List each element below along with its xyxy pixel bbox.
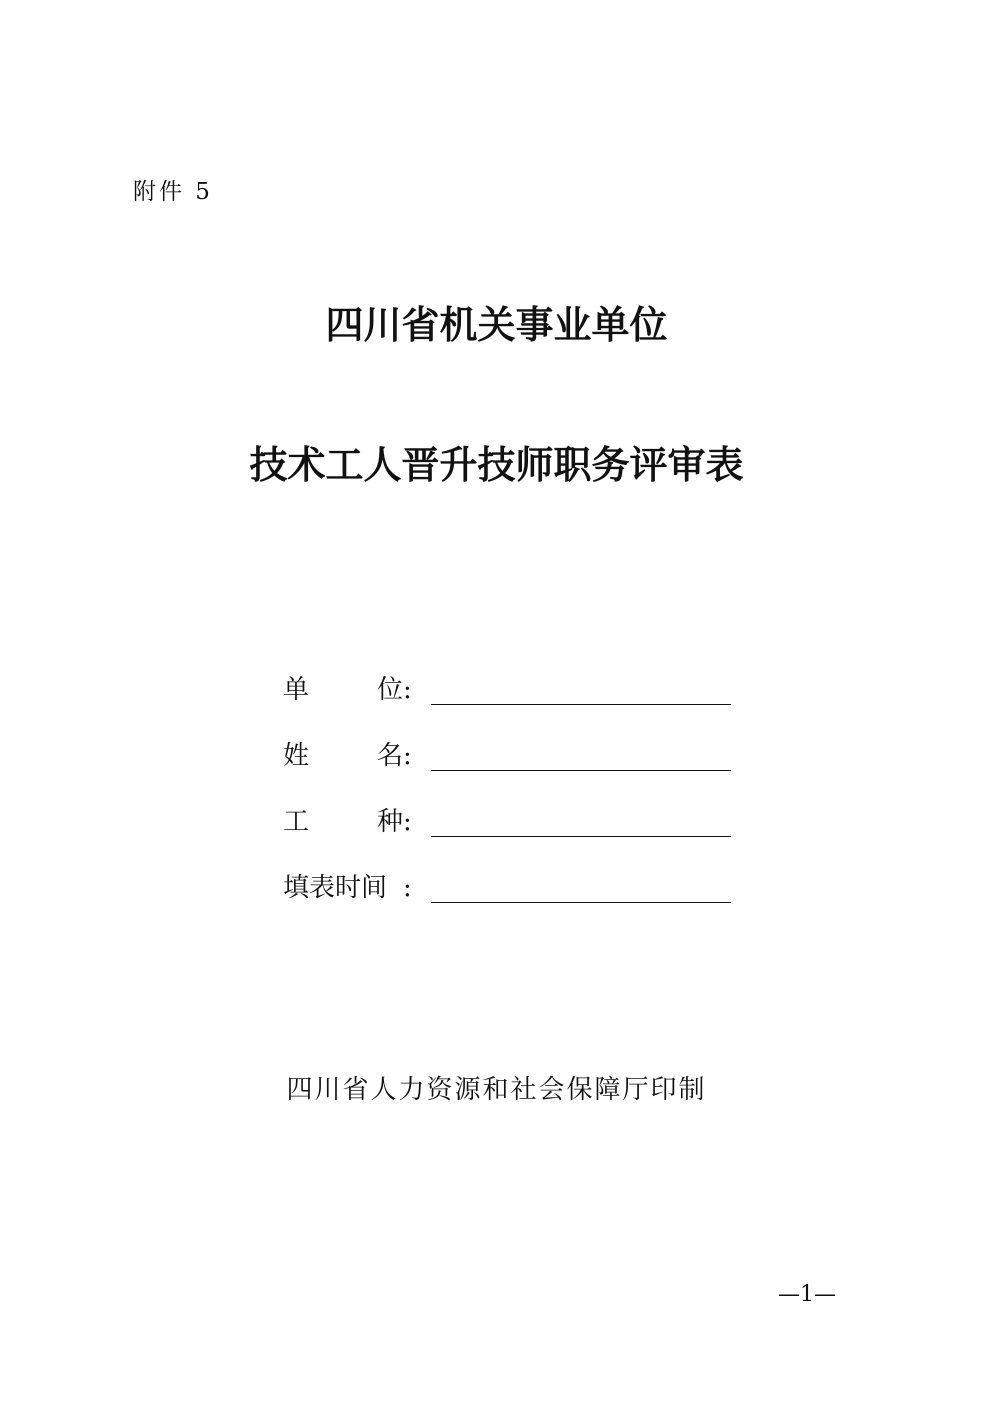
title-line-2: 技术工人晋升技师职务评审表: [249, 443, 744, 487]
field-fill-date: [283, 870, 743, 936]
field-name-label: [283, 738, 403, 774]
field-fill-date-input-line[interactable]: [431, 902, 731, 903]
field-unit-colon: :: [403, 675, 412, 705]
issuer-text: 四川省人力资源和社会保障厅印制: [286, 1075, 707, 1105]
field-name-label-char-2: 名: [376, 741, 403, 771]
field-unit-input-line[interactable]: [431, 704, 731, 705]
field-trade-colon: :: [403, 807, 412, 837]
title-line-1: 四川省机关事业单位: [325, 303, 668, 347]
field-name-input-line[interactable]: [431, 770, 731, 771]
field-name-colon: :: [403, 741, 412, 771]
field-trade-label-char-1: 工: [283, 807, 310, 837]
field-trade-label-char-2: 种: [376, 807, 403, 837]
field-unit-label-char-2: 位: [376, 675, 403, 705]
field-trade-input-line[interactable]: [431, 836, 731, 837]
field-unit: [283, 672, 743, 738]
field-fill-date-label: [283, 870, 403, 906]
field-fill-date-label-text: 填表时间: [283, 873, 388, 903]
attachment-label: 附件 5: [133, 179, 213, 205]
field-trade-label: [283, 804, 403, 840]
field-name-label-char-1: 姓: [283, 741, 310, 771]
field-name: [283, 738, 743, 804]
field-unit-label-char-1: 单: [283, 675, 310, 705]
form-fields: [283, 672, 743, 936]
page-number: —1—: [778, 1282, 836, 1307]
field-unit-label: [283, 672, 403, 708]
field-trade: [283, 804, 743, 870]
field-fill-date-colon: :: [403, 873, 412, 903]
